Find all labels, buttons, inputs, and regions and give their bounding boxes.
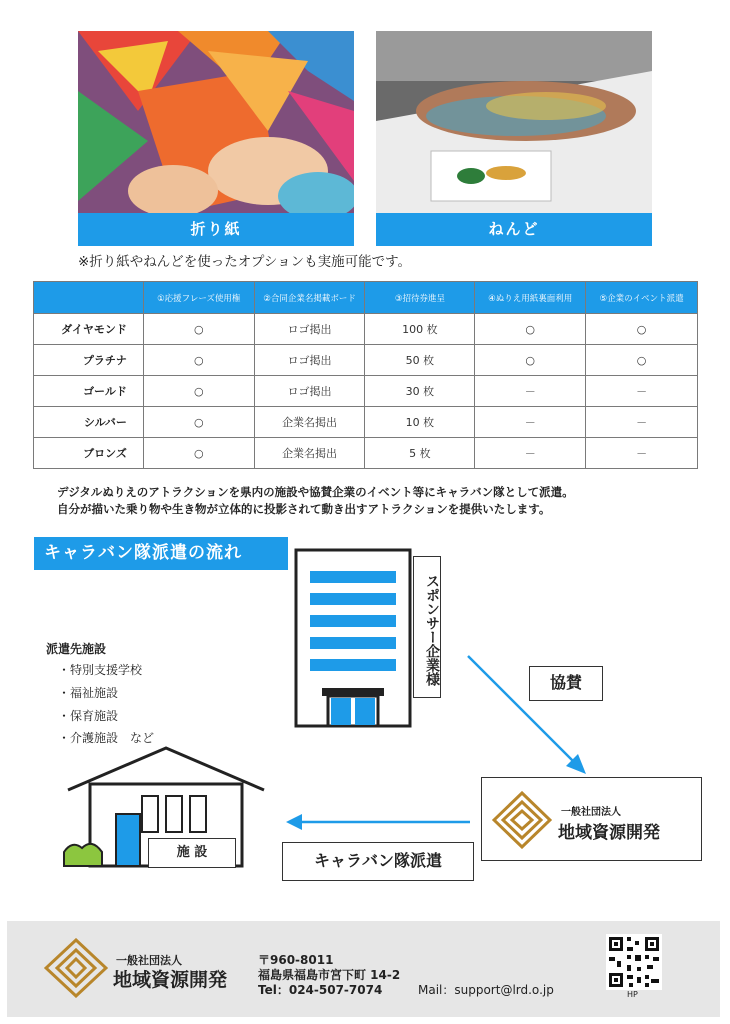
origami-photo bbox=[78, 31, 354, 213]
facilities-heading: 派遣先施設 bbox=[46, 642, 107, 656]
table-header bbox=[34, 282, 144, 314]
dispatch-label: キャラバン隊派遣 bbox=[282, 842, 474, 881]
org-name: 地域資源開発 bbox=[558, 823, 660, 843]
table-cell: 30 枚 bbox=[365, 376, 475, 407]
plan-name: ブロンズ bbox=[34, 438, 144, 469]
facility-label: 施 設 bbox=[148, 838, 236, 868]
table-cell: 企業名掲出 bbox=[254, 407, 365, 438]
table-header-row bbox=[34, 282, 698, 314]
table-header: ②合同企業名掲載ボード bbox=[254, 282, 365, 314]
org-logo-icon bbox=[492, 791, 552, 849]
table-cell: ○ bbox=[143, 376, 254, 407]
plan-name: ダイヤモンド bbox=[34, 314, 144, 345]
table-cell: ロゴ掲出 bbox=[254, 345, 365, 376]
table-cell: ○ bbox=[143, 345, 254, 376]
table-cell: － bbox=[475, 376, 586, 407]
clay-photo bbox=[376, 31, 652, 213]
table-row bbox=[34, 407, 698, 438]
table-cell: － bbox=[586, 407, 698, 438]
plan-name: プラチナ bbox=[34, 345, 144, 376]
footer-zip: 〒960-8011 bbox=[258, 953, 334, 967]
table-header: ③招待券進呈 bbox=[365, 282, 475, 314]
footer-mail: Mail：support@lrd.o.jp bbox=[418, 983, 554, 997]
footer-org-name: 地域資源開発 bbox=[113, 969, 228, 991]
table-cell: － bbox=[586, 438, 698, 469]
facility-item: ・保育施設 bbox=[58, 709, 119, 723]
table-cell: ○ bbox=[475, 314, 586, 345]
table-cell: － bbox=[475, 407, 586, 438]
sponsor-label bbox=[413, 556, 441, 698]
facility-item: ・福祉施設 bbox=[58, 686, 119, 700]
table-header: ⑤企業のイベント派遣 bbox=[586, 282, 698, 314]
table-header: ④ぬりえ用紙裏面利用 bbox=[475, 282, 586, 314]
arrow-icon-dispatch bbox=[284, 812, 474, 832]
table-cell: 5 枚 bbox=[365, 438, 475, 469]
table-cell: ○ bbox=[143, 314, 254, 345]
footer-logo-icon bbox=[44, 938, 108, 998]
description-line-2: 自分が描いた乗り物や生き物が立体的に投影されて動き出すアトラクションを提供いたします。 bbox=[57, 502, 551, 516]
qr-code-icon[interactable] bbox=[606, 934, 662, 990]
description-line-1: デジタルぬりえのアトラクションを県内の施設や協賛企業のイベント等にキャラバン隊として派遣。 bbox=[57, 485, 574, 499]
footer-address: 福島県福島市宮下町 14-2 bbox=[258, 968, 401, 982]
sponsor-building-icon bbox=[294, 548, 414, 730]
table-cell: ロゴ掲出 bbox=[254, 376, 365, 407]
clay-caption: ねんど bbox=[376, 213, 652, 246]
table-cell: 100 枚 bbox=[365, 314, 475, 345]
table-cell: ロゴ掲出 bbox=[254, 314, 365, 345]
table-cell: 50 枚 bbox=[365, 345, 475, 376]
sponsor-label-text: スポンサー企業様 bbox=[424, 574, 440, 686]
table-cell: － bbox=[475, 438, 586, 469]
facility-item: ・特別支援学校 bbox=[58, 663, 143, 677]
table-row bbox=[34, 438, 698, 469]
table-cell: 企業名掲出 bbox=[254, 438, 365, 469]
table-row bbox=[34, 376, 698, 407]
qr-label: HP bbox=[627, 990, 638, 999]
footer-tel: Tel：024-507-7074 bbox=[258, 983, 383, 997]
footer-org-type: 一般社団法人 bbox=[116, 954, 182, 967]
table-cell: ○ bbox=[475, 345, 586, 376]
table-cell: 10 枚 bbox=[365, 407, 475, 438]
flow-title: キャラバン隊派遣の流れ bbox=[34, 537, 288, 570]
table-cell: ○ bbox=[143, 407, 254, 438]
plan-name: ゴールド bbox=[34, 376, 144, 407]
option-note: ※折り紙やねんどを使ったオプションも実施可能です。 bbox=[78, 254, 412, 270]
table-header: ①応援フレーズ使用権 bbox=[143, 282, 254, 314]
table-row bbox=[34, 314, 698, 345]
origami-caption: 折り紙 bbox=[78, 213, 354, 246]
org-type: 一般社団法人 bbox=[561, 807, 621, 818]
table-row bbox=[34, 345, 698, 376]
sponsorship-table bbox=[33, 281, 698, 469]
plan-name: シルバー bbox=[34, 407, 144, 438]
table-cell: ○ bbox=[586, 345, 698, 376]
table-cell: － bbox=[586, 376, 698, 407]
kyosan-label: 協賛 bbox=[529, 666, 603, 701]
table-cell: ○ bbox=[143, 438, 254, 469]
table-cell: ○ bbox=[586, 314, 698, 345]
facility-item: ・介護施設 など bbox=[58, 731, 155, 745]
